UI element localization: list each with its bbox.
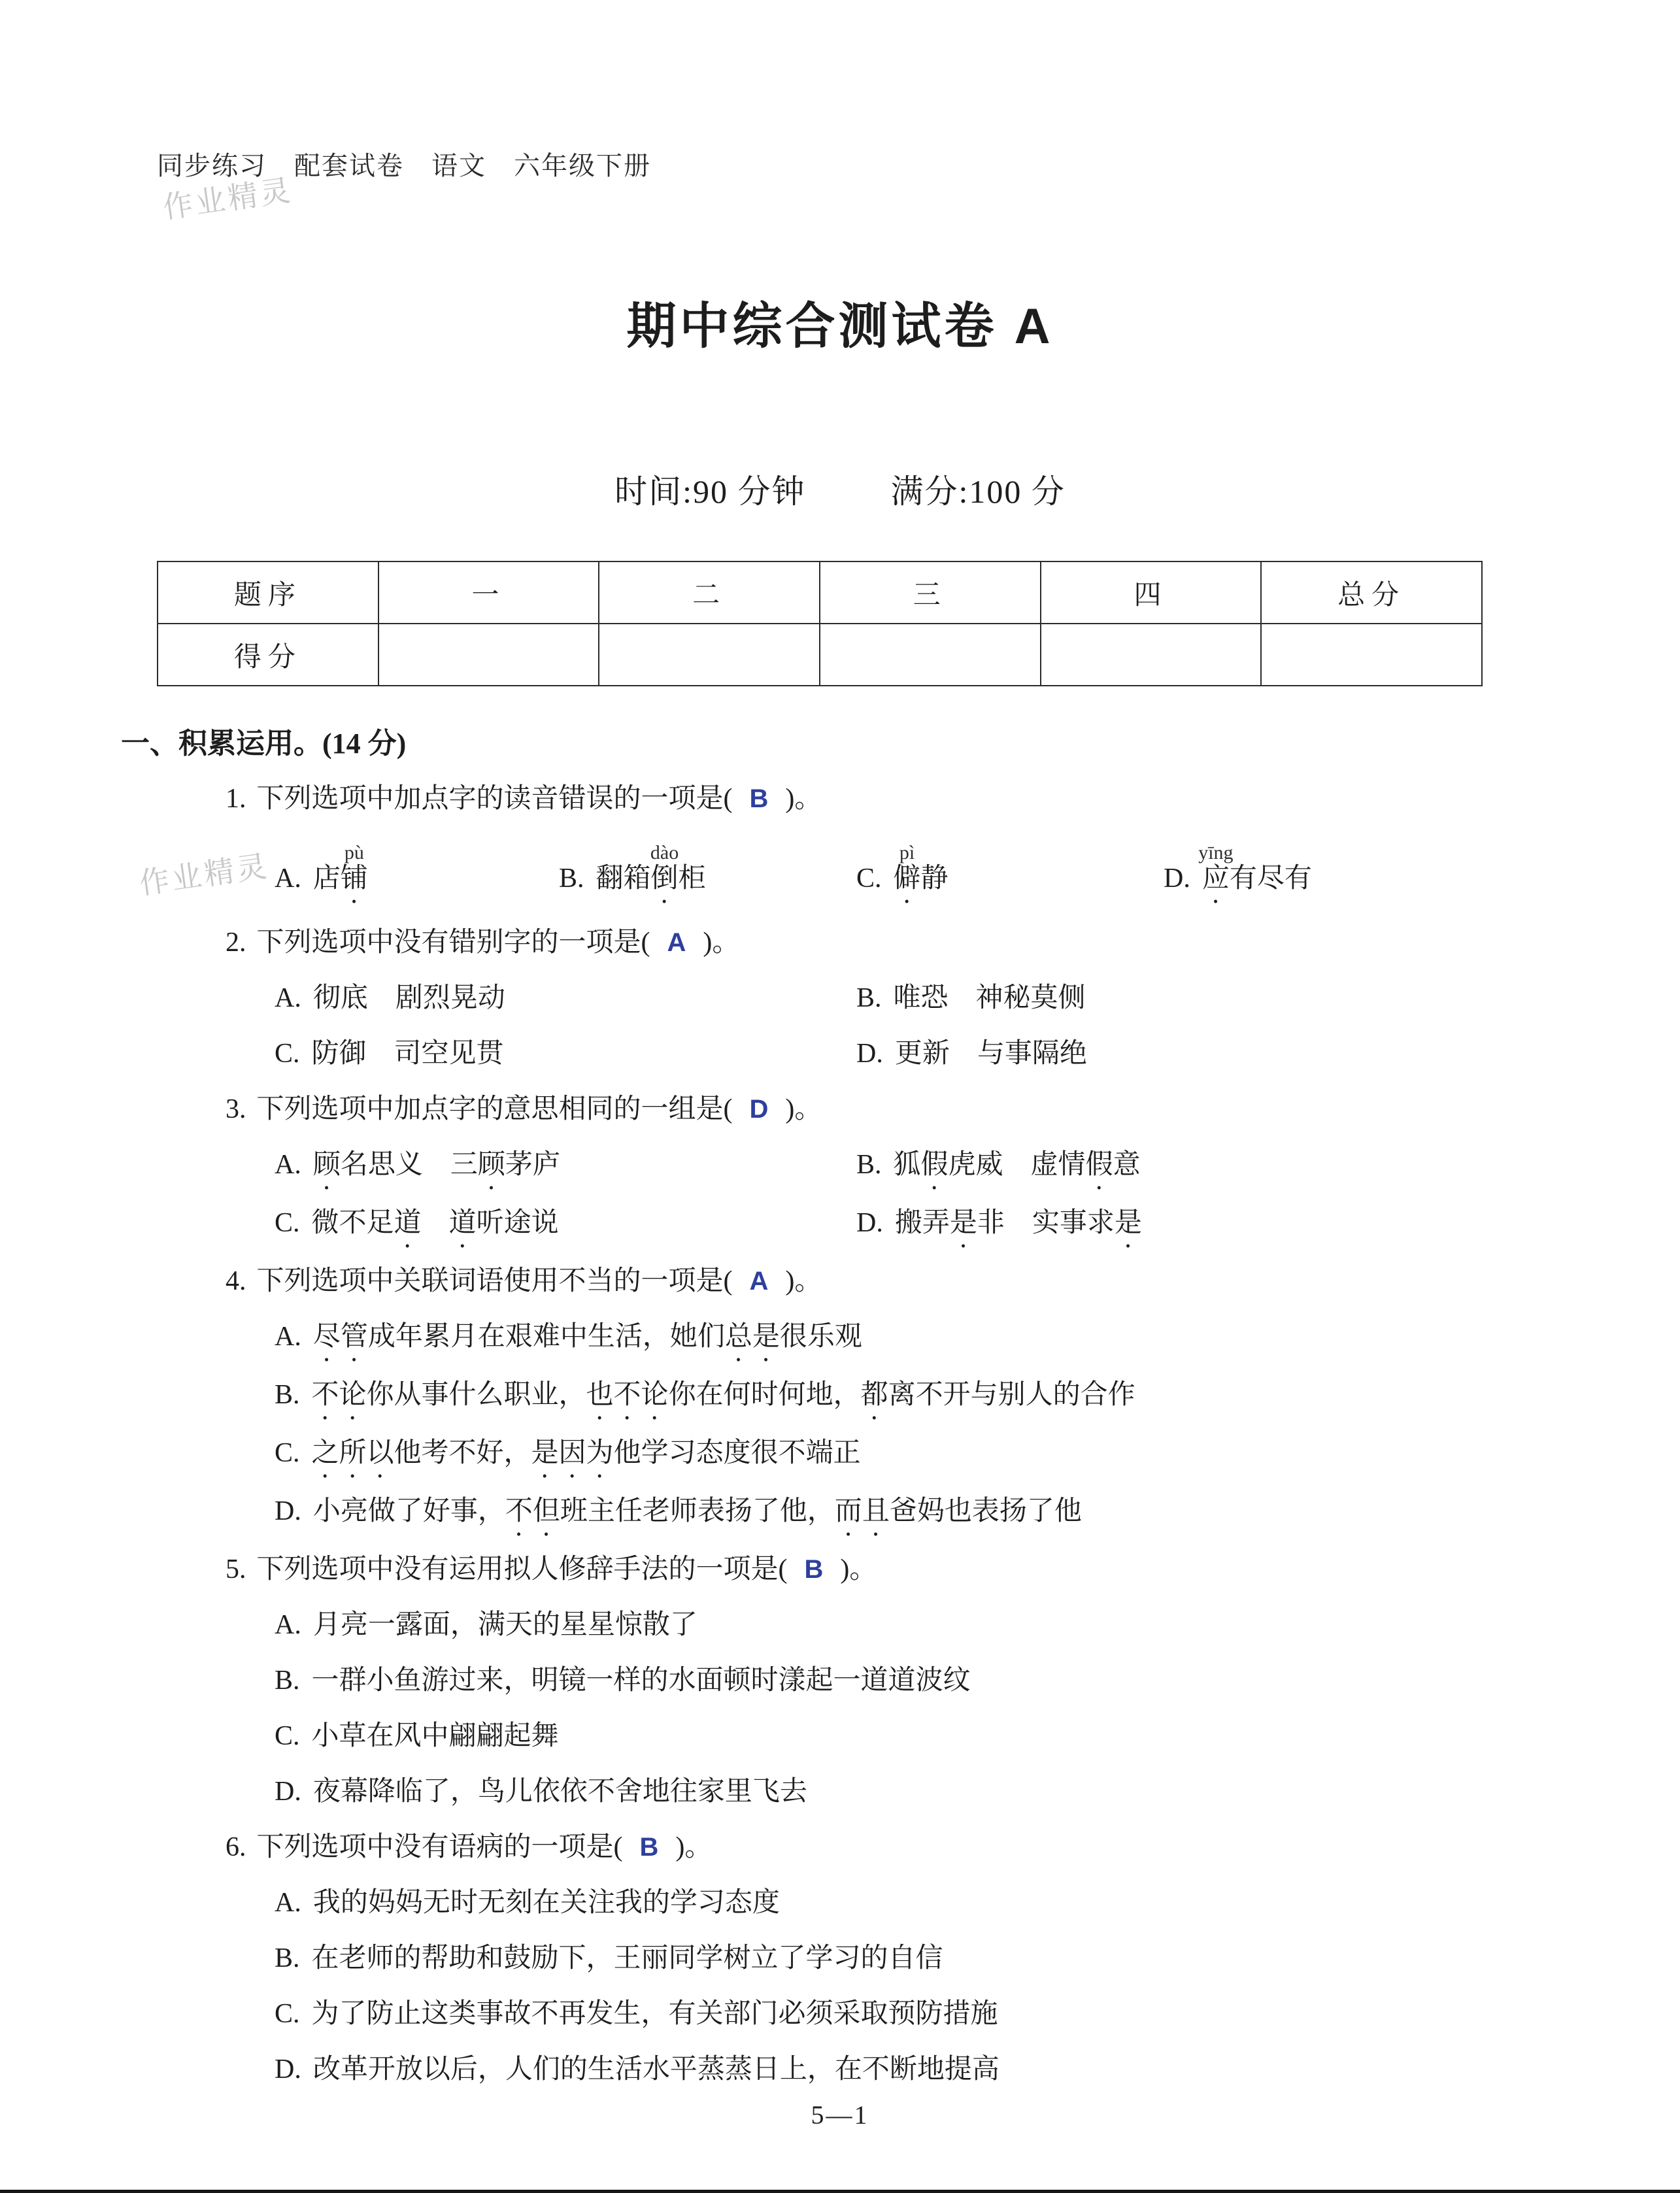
option-label: C.: [856, 863, 882, 894]
scan-bottom-edge: [0, 2190, 1680, 2193]
option-b: [856, 1137, 1513, 1196]
option-label: B.: [559, 863, 584, 894]
option-text: 微不足道 道听途说: [311, 1208, 559, 1238]
question-stem: [121, 1254, 1513, 1309]
full-score-label: 满分:100 分: [890, 473, 1066, 510]
option-a: [121, 1598, 1513, 1653]
option-text: 狐假虎威 虚情假意: [893, 1150, 1141, 1180]
option-b: [121, 1367, 1513, 1426]
option-text: 小草在风中翩翩起舞: [311, 1721, 559, 1751]
question-number: 4.: [226, 1266, 246, 1296]
score-table-cell-empty: [1041, 624, 1262, 686]
question-stem: [121, 915, 1513, 971]
option-label: A.: [275, 1888, 301, 1918]
option-text: 顾名思义 三顾茅庐: [312, 1150, 560, 1180]
option-text: 我的妈妈无时无刻在关注我的学习态度: [312, 1888, 780, 1918]
option-a: [275, 971, 856, 1026]
page-footer: 5—1: [811, 2100, 869, 2130]
option-d: [121, 1764, 1513, 1820]
stem-text: 下列选项中没有语病的一项是(: [256, 1832, 623, 1862]
option-label: C.: [275, 1721, 300, 1751]
score-table-cell: 得分: [158, 624, 378, 686]
option-text: 在老师的帮助和鼓励下，王丽同学树立了学习的自信: [311, 1943, 943, 1973]
option-label: B.: [275, 1380, 300, 1410]
stem-close: )。: [675, 1832, 713, 1862]
stem-text: 下列选项中加点字的意思相同的一组是(: [256, 1094, 733, 1124]
option-a: [275, 1137, 856, 1196]
stem-text: 下列选项中没有错别字的一项是(: [256, 928, 650, 958]
question-number: 1.: [226, 784, 246, 814]
watermark: 作业精灵: [160, 173, 295, 225]
options-row: [121, 827, 1513, 915]
option-c: [121, 1986, 1513, 2042]
option-d: [1164, 844, 1312, 909]
score-table-cell-empty: [599, 624, 820, 686]
option-text: 僻pì静: [893, 842, 949, 894]
option-label: B.: [275, 1943, 300, 1973]
time-label: 时间:90 分钟: [614, 473, 806, 510]
option-label: A.: [275, 1322, 301, 1352]
score-table-cell: 二: [599, 561, 820, 624]
question-4: [121, 1254, 1513, 1542]
stem-close: )。: [785, 1266, 822, 1296]
option-b: [121, 1653, 1513, 1709]
option-text: 不论你从事什么职业，也不论你在何时何地，都离不开与别人的合作: [311, 1380, 1135, 1410]
stem-close: )。: [703, 928, 740, 958]
option-text: 一群小鱼游过来，明镜一样的水面顿时漾起一道道波纹: [311, 1666, 971, 1696]
section-title: 一、积累运用。(14 分): [121, 728, 407, 760]
option-text: 彻底 剧烈晃动: [312, 983, 505, 1013]
score-table-cell: 三: [820, 561, 1041, 624]
question-number: 2.: [226, 928, 246, 958]
answer-blank: A: [749, 1267, 769, 1296]
option-b: [559, 844, 856, 909]
option-text: 小亮做了好事，不但班主任老师表扬了他，而且爸妈也表扬了他: [312, 1496, 1082, 1526]
question-5: [121, 1542, 1513, 1820]
question-2: [121, 915, 1513, 1082]
option-text: 更新 与事隔绝: [894, 1039, 1087, 1069]
score-table-cell: 题序: [158, 561, 378, 624]
option-b: [856, 971, 1513, 1026]
stem-text: 下列选项中加点字的读音错误的一项是(: [256, 784, 733, 814]
question-6: [121, 1820, 1513, 2098]
question-stem: [121, 1082, 1513, 1137]
question-stem: [121, 771, 1513, 827]
option-label: A.: [275, 1150, 301, 1180]
options-grid: [121, 971, 1513, 1082]
option-d: [856, 1196, 1513, 1254]
score-table-header-row: [158, 561, 1482, 624]
answer-blank: D: [749, 1095, 769, 1124]
option-text: 尽管成年累月在艰难中生活，她们总是很乐观: [312, 1322, 862, 1352]
score-table-cell: 一: [378, 561, 599, 624]
option-text: 防御 司空见贯: [311, 1039, 504, 1069]
stem-close: )。: [840, 1554, 877, 1584]
option-text: 唯恐 神秘莫侧: [893, 983, 1086, 1013]
option-label: C.: [275, 1438, 300, 1468]
stem-text: 下列选项中关联词语使用不当的一项是(: [256, 1266, 733, 1296]
option-d: [121, 1484, 1513, 1542]
option-text: 为了防止这类事故不再发生，有关部门必须采取预防措施: [311, 1999, 998, 2029]
option-label: A.: [275, 983, 301, 1013]
option-label: D.: [275, 2054, 301, 2084]
score-table: [157, 561, 1483, 686]
score-table-cell-empty: [820, 624, 1041, 686]
answer-blank: B: [639, 1833, 659, 1862]
question-stem: [121, 1542, 1513, 1598]
option-label: A.: [275, 1610, 301, 1640]
answer-blank: B: [804, 1555, 824, 1584]
option-label: A.: [275, 863, 301, 894]
option-text: 之所以他考不好，是因为他学习态度很不端正: [311, 1438, 861, 1468]
option-a: [121, 1309, 1513, 1367]
score-table-cell: 四: [1041, 561, 1262, 624]
option-text: 翻箱倒dào柜: [596, 842, 706, 894]
option-b: [121, 1931, 1513, 1986]
question-number: 3.: [226, 1094, 246, 1124]
option-text: 夜幕降临了，鸟儿依依不舍地往家里飞去: [312, 1777, 807, 1807]
score-table-cell-empty: [378, 624, 599, 686]
watermark: 作业精灵: [137, 848, 272, 901]
option-label: C.: [275, 1208, 300, 1238]
option-d: [856, 1026, 1513, 1082]
option-a: [121, 1875, 1513, 1931]
option-text: 店铺pù: [312, 842, 368, 894]
option-text: 搬弄是非 实事求是: [894, 1208, 1142, 1238]
option-d: [121, 2042, 1513, 2098]
question-1: [121, 771, 1513, 915]
option-text: 应yīng有尽有: [1198, 842, 1312, 894]
option-c: [856, 844, 1164, 909]
option-c: [121, 1709, 1513, 1764]
option-text: 改革开放以后，人们的生活水平蒸蒸日上，在不断地提高: [312, 2054, 1000, 2084]
option-label: D.: [275, 1496, 301, 1526]
option-label: B.: [856, 1150, 882, 1180]
option-c: [275, 1196, 856, 1254]
page-header: 同步练习 配套试卷 语文 六年级下册: [157, 151, 651, 180]
option-c: [275, 1026, 856, 1082]
option-label: C.: [275, 1039, 300, 1069]
exam-body: [121, 716, 1513, 2098]
question-3: [121, 1082, 1513, 1254]
option-text: 月亮一露面，满天的星星惊散了: [312, 1610, 697, 1640]
options-grid: [121, 1137, 1513, 1254]
exam-meta: [0, 465, 1680, 512]
option-label: D.: [856, 1039, 883, 1069]
question-stem: [121, 1820, 1513, 1875]
option-a: [275, 844, 559, 909]
score-table-cell: 总分: [1261, 561, 1482, 624]
stem-text: 下列选项中没有运用拟人修辞手法的一项是(: [256, 1554, 788, 1584]
question-number: 6.: [226, 1832, 246, 1862]
option-label: D.: [1164, 863, 1190, 894]
score-table-cell-empty: [1261, 624, 1482, 686]
page-title: 期中综合测试卷 A: [626, 299, 1054, 354]
option-label: C.: [275, 1999, 300, 2029]
option-label: B.: [275, 1666, 300, 1696]
option-c: [121, 1426, 1513, 1484]
stem-close: )。: [785, 784, 822, 814]
option-label: D.: [275, 1777, 301, 1807]
stem-close: )。: [785, 1094, 822, 1124]
question-number: 5.: [226, 1554, 246, 1584]
option-label: B.: [856, 983, 882, 1013]
answer-blank: A: [667, 928, 686, 957]
answer-blank: B: [749, 784, 769, 813]
score-table-score-row: [158, 624, 1482, 686]
option-label: D.: [856, 1208, 883, 1238]
